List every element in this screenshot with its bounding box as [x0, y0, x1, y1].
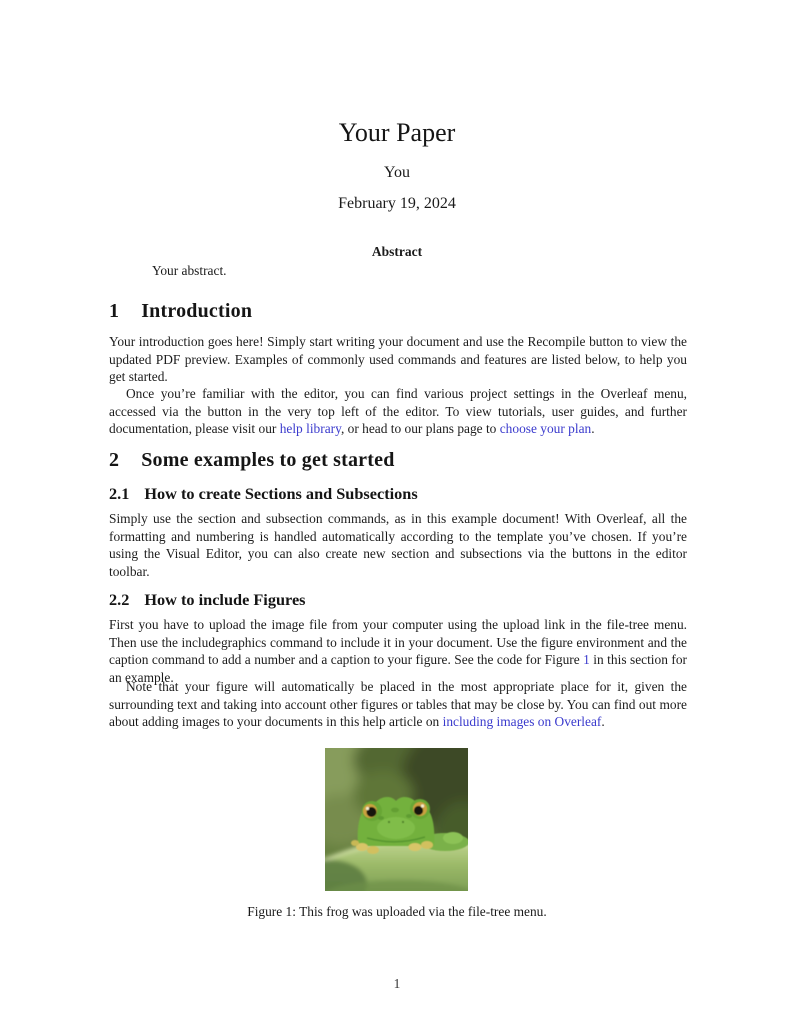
- text-run: in this section for an example.: [109, 652, 687, 685]
- text-run: .: [591, 421, 595, 436]
- text-run: , or head to our plans page to: [340, 421, 500, 436]
- paragraph: [109, 678, 687, 731]
- paragraph: [109, 510, 687, 580]
- frog-photo-illustration: [325, 748, 468, 891]
- paper-date: February 19, 2024: [338, 195, 456, 212]
- paragraph: [109, 385, 687, 438]
- section-title: Some examples to get started: [141, 449, 395, 471]
- paragraph: [109, 333, 687, 386]
- section-heading-examples: [109, 449, 687, 472]
- abstract-heading: Abstract: [371, 244, 423, 259]
- section-number: 1: [109, 300, 120, 322]
- subsection-heading-figures: [109, 590, 687, 610]
- subsection-number: 2.1: [109, 484, 130, 503]
- text-run: Simply use the section and subsection commands, as in this example document! With Overleaf, all the formatting and numbering is handled automatically according to the template you’ve chosen. If you’re using the Visual Editor, you can also create new section and subsections via the buttons in the editor toolbar.: [109, 511, 687, 579]
- text-run: Note that your figure will automatically be placed in the most appropriate place for it, given the surrounding text and taking into account other figures or tables that may be close by. You can find out more about adding images to your documents in this help article on: [109, 679, 687, 729]
- section-number: 2: [109, 449, 120, 471]
- subsection-title: How to include Figures: [144, 590, 306, 609]
- text-link[interactable]: choose your plan: [499, 421, 592, 436]
- subsection-heading-sections: [109, 484, 687, 504]
- figure-frog-image: [325, 748, 468, 891]
- subsection-number: 2.2: [109, 590, 130, 609]
- subsection-title: How to create Sections and Subsections: [144, 484, 418, 503]
- text-run: .: [601, 714, 605, 729]
- section-heading-introduction: [109, 300, 687, 323]
- paper-author: You: [384, 164, 410, 181]
- text-link[interactable]: 1: [583, 652, 590, 667]
- page-number: 1: [393, 976, 401, 991]
- text-link[interactable]: help library: [279, 421, 341, 436]
- text-run: First you have to upload the image file from your computer using the upload link in the file-tree menu. Then use the includegraphics command to include it in your document. Use the figure environment and the caption command to add a number and a caption to your figure. See the code for Figure: [109, 617, 687, 667]
- text-run: Once you’re familiar with the editor, you can find various project settings in the Overleaf menu, accessed via the button in the very top left of the editor. To view tutorials, user guides, and further documentation, please visit our: [109, 386, 687, 436]
- text-link[interactable]: including images on Overleaf: [442, 714, 602, 729]
- section-title: Introduction: [141, 300, 253, 322]
- paragraph: [109, 616, 687, 686]
- text-run: Your introduction goes here! Simply start writing your document and use the Recompile button to view the updated PDF preview. Examples of commonly used commands and features are listed below, to help you get started.: [109, 334, 687, 384]
- figure-caption: Figure 1: This frog was uploaded via the file-tree menu.: [247, 904, 547, 919]
- abstract-text: Your abstract.: [152, 263, 227, 278]
- paper-title: Your Paper: [338, 118, 456, 147]
